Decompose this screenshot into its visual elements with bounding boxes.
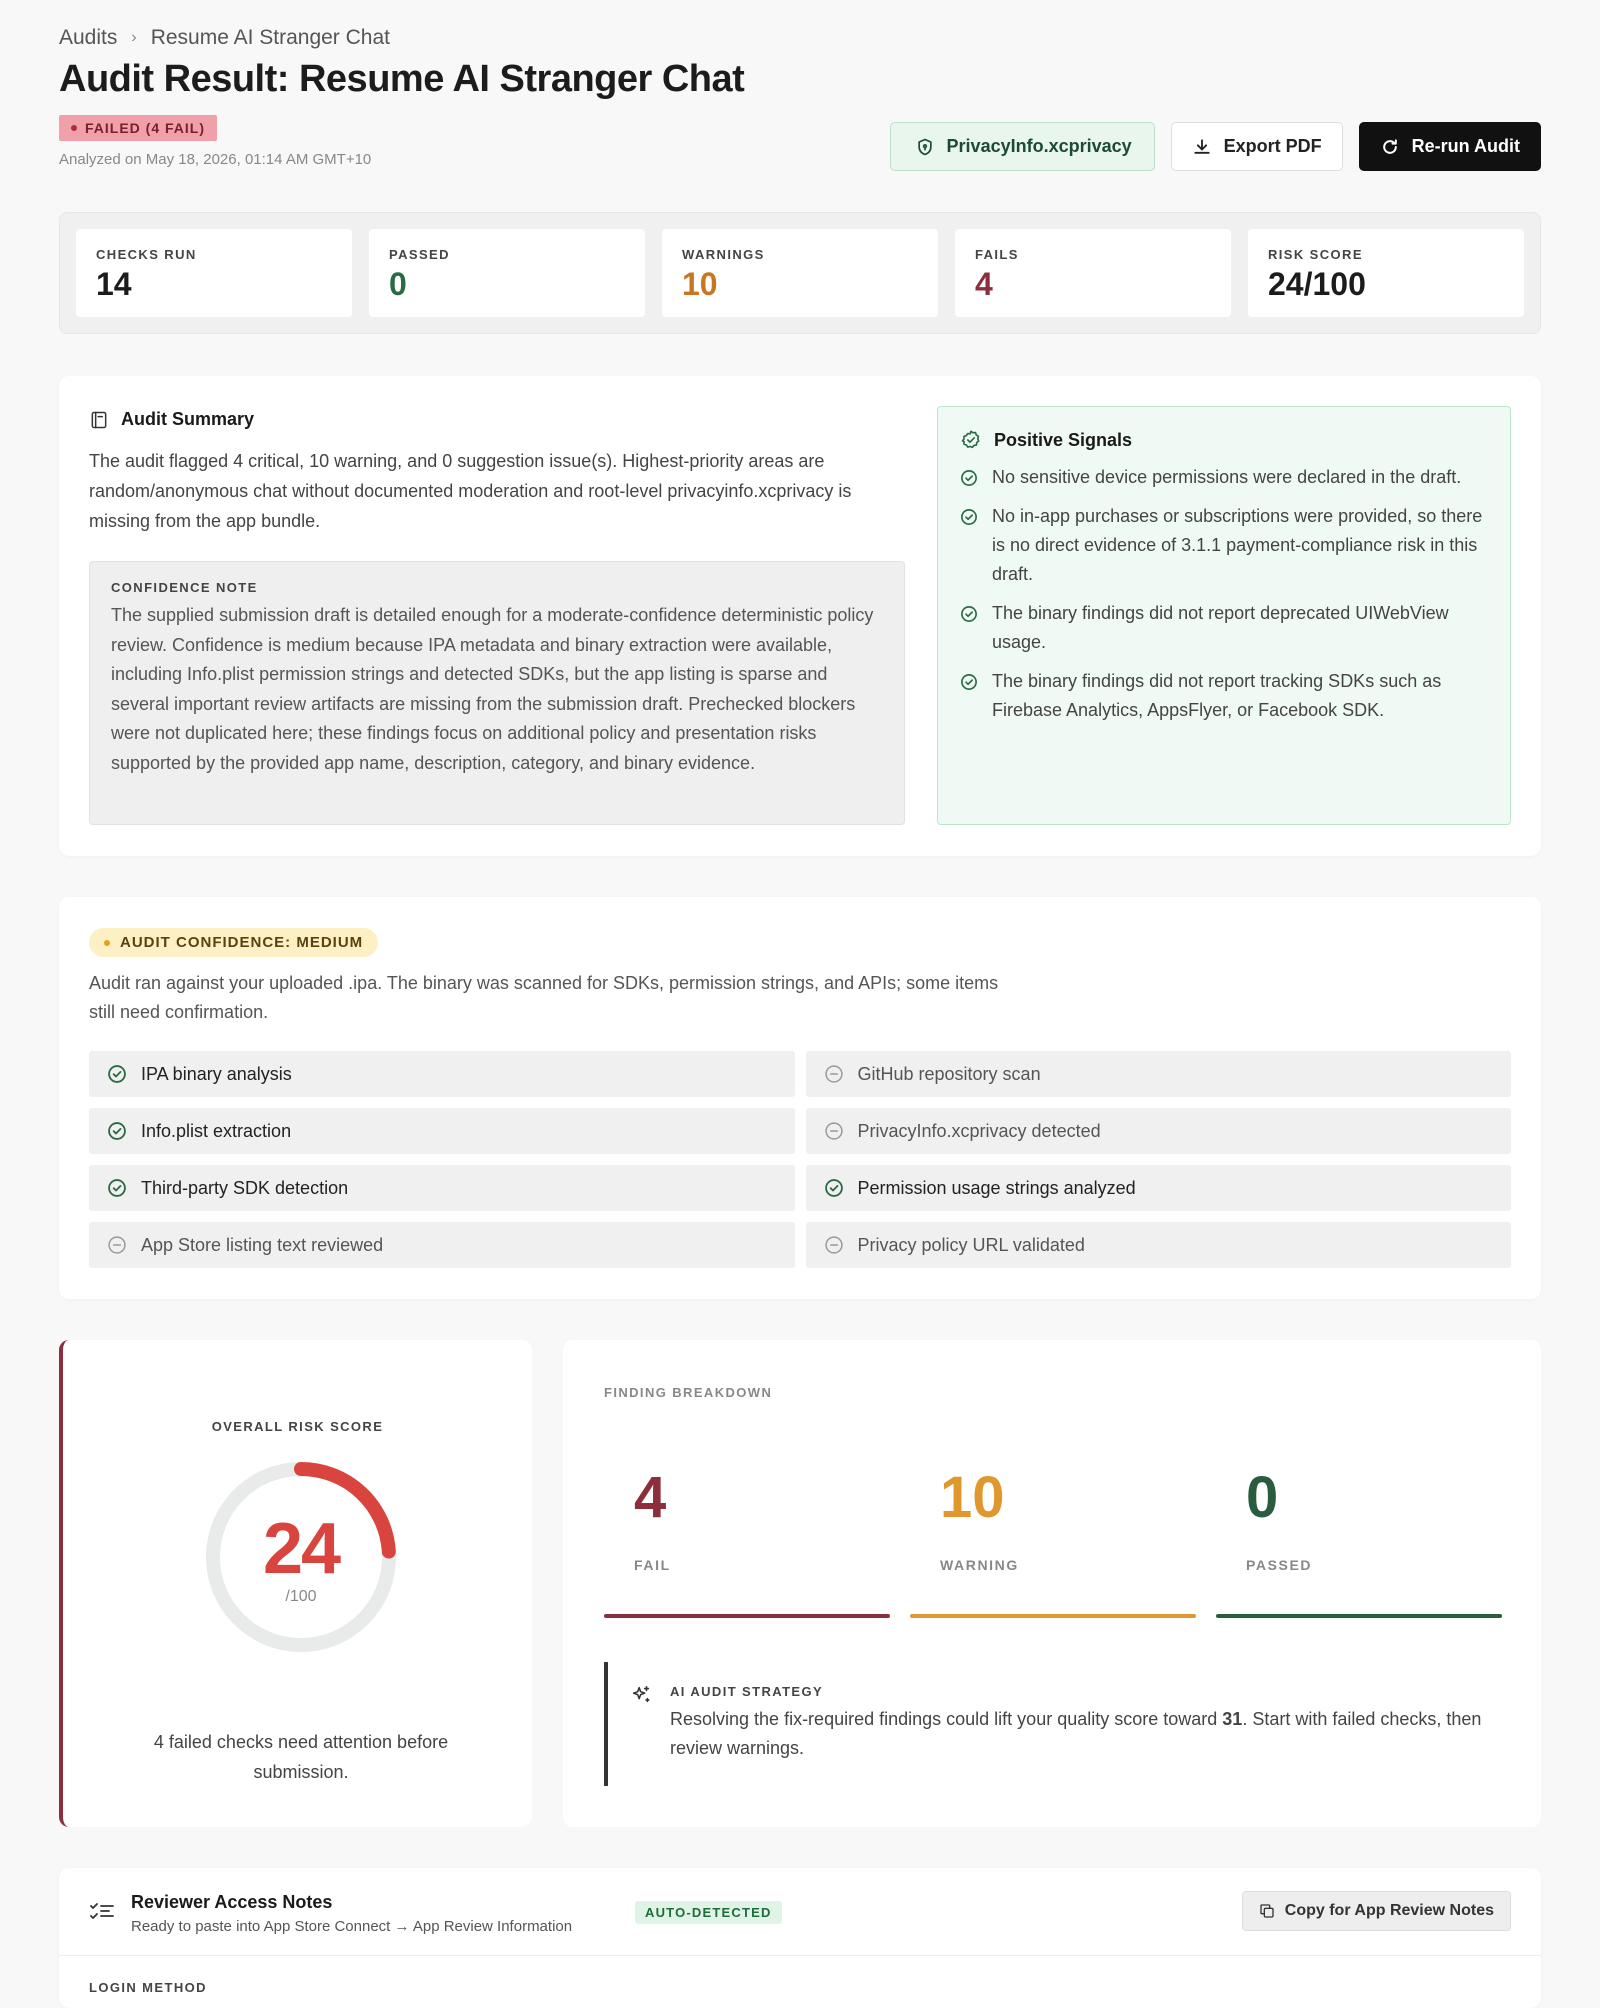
strategy-text-post: . Start with failed checks, then review warnings.	[670, 1709, 1482, 1758]
breadcrumb	[59, 26, 390, 50]
stat-value: 14	[96, 266, 132, 302]
finding-breakdown-label: FINDING BREAKDOWN	[604, 1385, 773, 1400]
audit-summary-header	[89, 409, 254, 430]
breakdown-bar	[1216, 1614, 1502, 1618]
ai-audit-strategy-text	[670, 1705, 1504, 1762]
breakdown-name: PASSED	[1246, 1557, 1313, 1573]
stat-warnings	[662, 229, 938, 317]
stat-value: 4	[975, 266, 993, 302]
coverage-check-label: IPA binary analysis	[141, 1063, 292, 1084]
check-circle-icon	[960, 469, 978, 487]
breakdown-warning	[910, 1465, 1196, 1573]
coverage-check-item	[806, 1222, 1512, 1268]
stat-label: FAILS	[975, 247, 1019, 262]
ai-audit-strategy-label: AI AUDIT STRATEGY	[670, 1684, 824, 1699]
stat-label: CHECKS RUN	[96, 247, 197, 262]
stat-label: RISK SCORE	[1268, 247, 1363, 262]
status-dot	[71, 125, 77, 131]
coverage-check-label: GitHub repository scan	[857, 1063, 1041, 1084]
header-actions	[890, 122, 1541, 171]
audit-confidence-card	[59, 897, 1541, 1299]
analyzed-timestamp: Analyzed on May 18, 2026, 01:14 AM GMT+10	[59, 151, 372, 168]
risk-score-note: 4 failed checks need attention before submission.	[153, 1732, 449, 1782]
copy-review-notes-label: Copy for App Review Notes	[1284, 1902, 1494, 1919]
check-circle-icon	[960, 673, 978, 691]
page-title: Audit Result: Resume AI Stranger Chat	[59, 58, 745, 100]
positive-signal-item	[960, 463, 1488, 492]
finding-breakdown-card	[563, 1340, 1541, 1827]
refresh-icon	[1380, 137, 1400, 157]
coverage-check-label: Permission usage strings analyzed	[857, 1177, 1136, 1198]
minus-circle-icon	[824, 1064, 844, 1084]
copy-review-notes-button[interactable]	[1242, 1891, 1511, 1931]
positive-signal-text: No sensitive device permissions were declared in the draft.	[992, 467, 1462, 487]
breakdown-value: 0	[1246, 1465, 1279, 1530]
breakdown-name: WARNING	[940, 1557, 1019, 1573]
positive-signal-text: The binary findings did not report deprecated UIWebView usage.	[992, 603, 1449, 652]
check-circle-icon	[824, 1178, 844, 1198]
positive-signals-panel	[937, 406, 1511, 825]
coverage-check-label: PrivacyInfo.xcprivacy detected	[857, 1120, 1101, 1141]
breadcrumb-separator: ›	[131, 29, 137, 46]
audit-summary-card	[59, 376, 1541, 856]
status-badge	[59, 115, 217, 141]
positive-signal-text: The binary findings did not report tracking SDKs such as Firebase Analytics, AppsFlyer, or Facebook SDK.	[992, 671, 1442, 720]
breakdown-fail	[604, 1465, 890, 1573]
confidence-dot	[104, 940, 110, 946]
stat-label: PASSED	[389, 247, 450, 262]
positive-signal-item	[960, 502, 1488, 589]
status-label: FAILED (4 FAIL)	[85, 120, 205, 136]
privacy-manifest-label: PrivacyInfo.xcprivacy	[946, 136, 1132, 156]
positive-signal-item	[960, 667, 1488, 725]
strategy-text-pre: Resolving the fix-required findings could lift your quality score toward	[670, 1709, 1223, 1729]
checklist-icon	[89, 1901, 115, 1923]
export-pdf-label: Export PDF	[1223, 136, 1322, 156]
check-circle-icon	[107, 1064, 127, 1084]
export-pdf-button[interactable]	[1171, 122, 1343, 171]
coverage-check-item	[89, 1108, 795, 1154]
document-icon	[89, 410, 109, 430]
rerun-audit-label: Re-run Audit	[1411, 136, 1520, 156]
strategy-target-score: 31	[1222, 1709, 1243, 1729]
confidence-note-text: The supplied submission draft is detailed enough for a moderate-confidence deterministic policy review. Confidence is medium because IPA metadata and binary extraction were available, including Info.plist permission strings and detected SDKs, but the app listing is sparse and several important review artifacts are missing from the submission draft. Prechecked blockers were not duplicated here; these findings focus on additional policy and presentation risks supported by the provided app name, description, category, and binary evidence.	[111, 605, 874, 773]
breadcrumb-audits-link[interactable]: Audits	[59, 26, 118, 49]
breakdown-bar	[604, 1614, 890, 1618]
breakdown-bar	[910, 1614, 1196, 1618]
coverage-checklist	[89, 1051, 1511, 1268]
breadcrumb-current: Resume AI Stranger Chat	[150, 26, 390, 49]
breakdown-name: FAIL	[634, 1557, 671, 1573]
reviewer-notes-title: Reviewer Access Notes	[131, 1892, 333, 1912]
coverage-check-item	[89, 1165, 795, 1211]
breakdown-value: 4	[634, 1465, 667, 1530]
coverage-check-item	[806, 1051, 1512, 1097]
stat-passed	[369, 229, 645, 317]
stat-label: WARNINGS	[682, 247, 765, 262]
risk-score-denominator: /100	[285, 1588, 317, 1605]
divider	[59, 1955, 1541, 1956]
sparkles-icon	[630, 1684, 652, 1706]
coverage-check-item	[806, 1165, 1512, 1211]
coverage-check-item	[806, 1108, 1512, 1154]
confidence-note	[89, 561, 905, 825]
reviewer-access-notes-card	[59, 1868, 1541, 2008]
check-circle-icon	[960, 605, 978, 623]
privacy-manifest-button[interactable]	[890, 122, 1155, 171]
badge-check-icon	[960, 429, 982, 451]
positive-signals-title: Positive Signals	[994, 429, 1133, 450]
overall-risk-score-card	[59, 1340, 532, 1827]
stat-value: 24/100	[1268, 266, 1366, 302]
minus-circle-icon	[107, 1235, 127, 1255]
check-circle-icon	[107, 1121, 127, 1141]
confidence-note-label: CONFIDENCE NOTE	[111, 580, 258, 595]
copy-icon	[1259, 1903, 1275, 1919]
coverage-check-label: Info.plist extraction	[141, 1120, 292, 1141]
risk-score-value: 24	[262, 1509, 340, 1589]
coverage-check-item	[89, 1222, 795, 1268]
download-icon	[1192, 137, 1212, 157]
risk-score-label: OVERALL RISK SCORE	[211, 1419, 384, 1434]
coverage-check-item	[89, 1051, 795, 1097]
coverage-check-label: Privacy policy URL validated	[857, 1234, 1085, 1255]
confidence-badge	[89, 928, 378, 957]
audit-summary-text: The audit flagged 4 critical, 10 warning, and 0 suggestion issue(s). Highest-priority areas are random/anonymous chat without documented moderation and root-level privacyinfo.xcprivacy is missing from the app bundle.	[89, 451, 852, 531]
stat-fails	[955, 229, 1231, 317]
stat-risk-score	[1248, 229, 1524, 317]
confidence-badge-label: AUDIT CONFIDENCE: MEDIUM	[120, 934, 364, 951]
stats-bar	[59, 212, 1541, 334]
confidence-description: Audit ran against your uploaded .ipa. The binary was scanned for SDKs, permission strings, and APIs; some items still need confirmation.	[89, 973, 999, 1022]
coverage-check-label: App Store listing text reviewed	[141, 1234, 384, 1255]
positive-signals-header	[960, 429, 1488, 451]
ai-audit-strategy	[604, 1662, 1504, 1786]
login-method-label: LOGIN METHOD	[89, 1980, 207, 1995]
coverage-check-label: Third-party SDK detection	[141, 1177, 349, 1198]
positive-signal-text: No in-app purchases or subscriptions were provided, so there is no direct evidence of 3.1.1 payment-compliance risk in this draft.	[992, 506, 1483, 584]
audit-summary-title: Audit Summary	[121, 409, 255, 429]
breakdown-value: 10	[940, 1465, 1005, 1530]
stat-value: 10	[682, 266, 718, 302]
auto-detected-badge: AUTO-DETECTED	[635, 1901, 782, 1924]
stat-value: 0	[389, 266, 407, 302]
shield-icon	[915, 137, 935, 157]
stat-checks-run	[76, 229, 352, 317]
check-circle-icon	[107, 1178, 127, 1198]
minus-circle-icon	[824, 1121, 844, 1141]
check-circle-icon	[960, 508, 978, 526]
positive-signal-item	[960, 599, 1488, 657]
rerun-audit-button[interactable]	[1359, 122, 1541, 171]
breakdown-passed	[1216, 1465, 1502, 1573]
reviewer-notes-subtitle: Ready to paste into App Store Connect → App Review Information	[131, 1918, 573, 1935]
minus-circle-icon	[824, 1235, 844, 1255]
